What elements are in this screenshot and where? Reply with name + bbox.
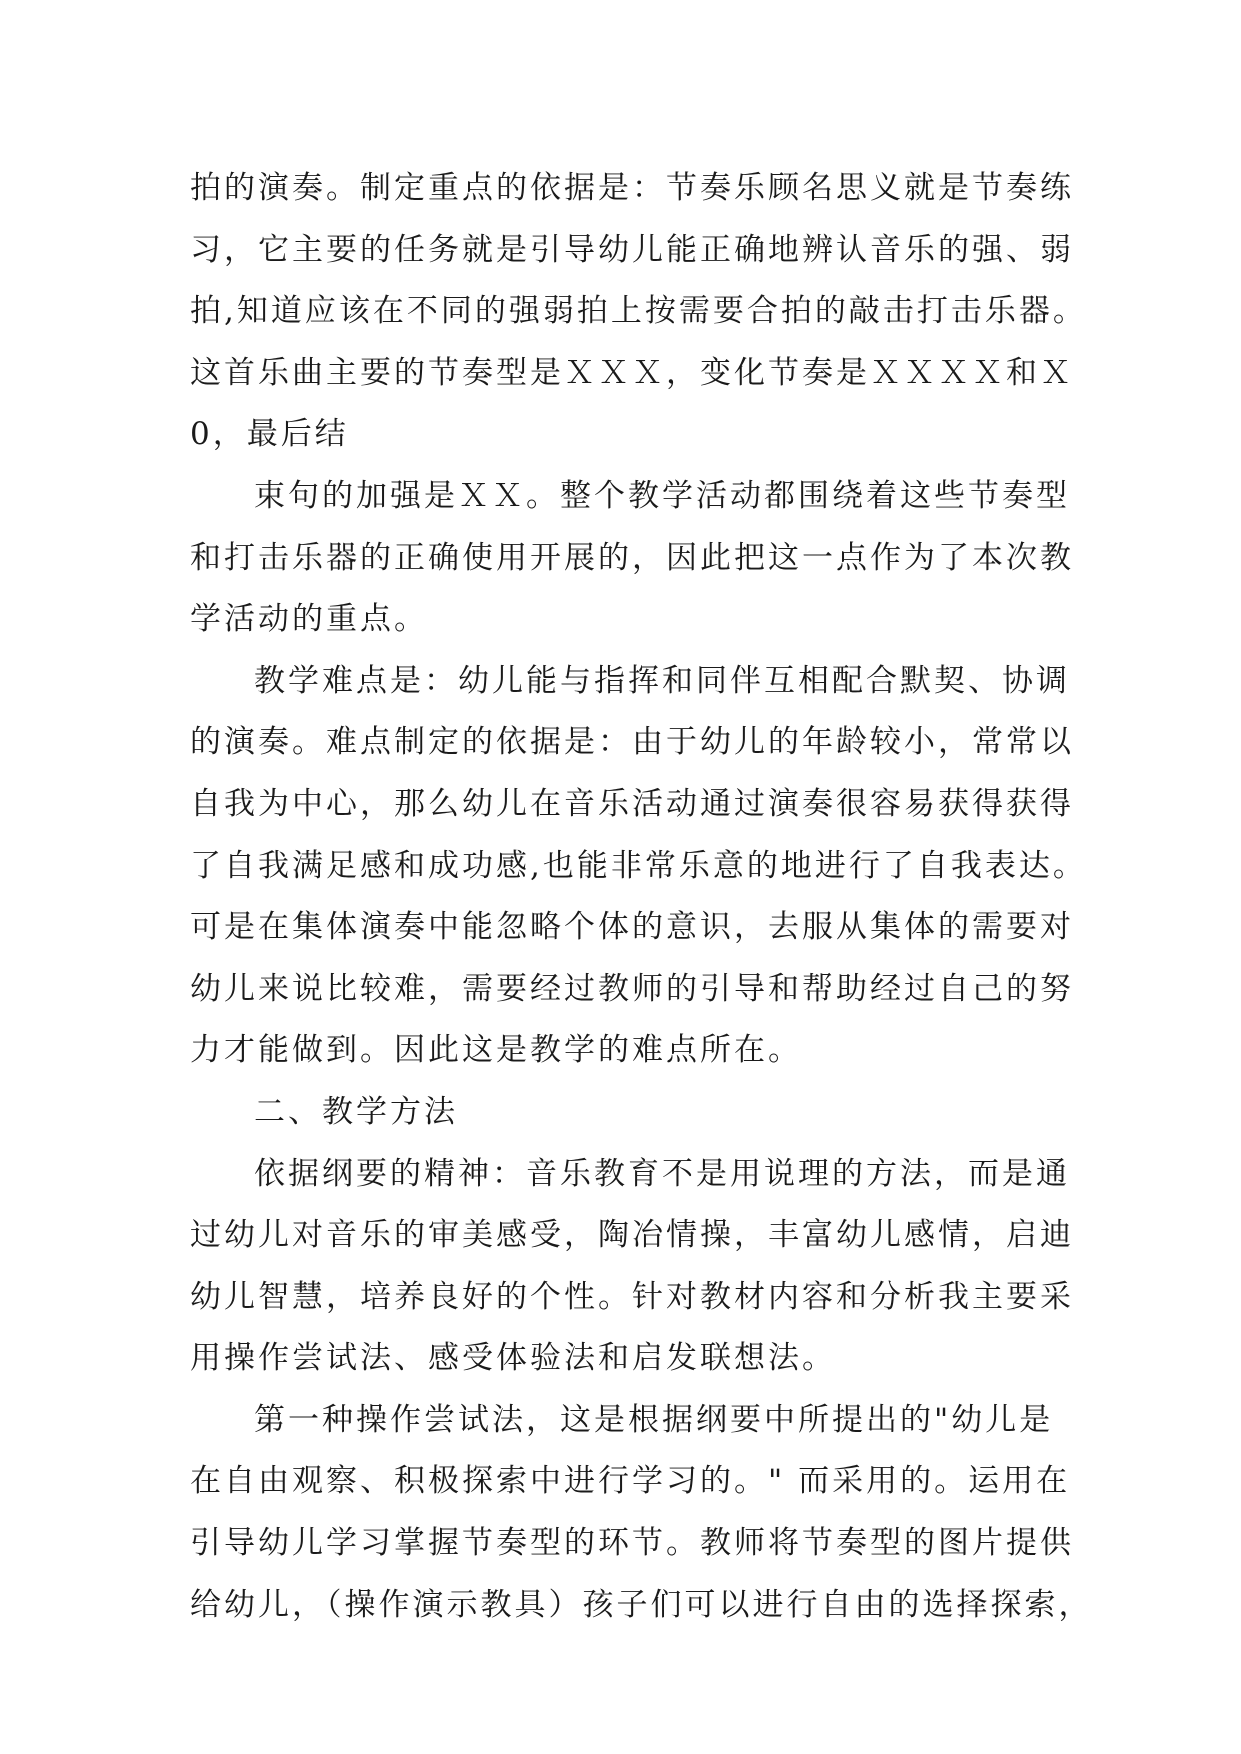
text-line: 第一种操作尝试法，这是根据纲要中所提出的"幼儿是 [254,1401,1054,1438]
text-line: 依据纲要的精神：音乐教育不是用说理的方法，而是通 [254,1155,1070,1192]
body-text [190,158,1093,1636]
text-line: 的演奏。难点制定的依据是：由于幼儿的年龄较小，常常以 [190,724,1074,761]
text-line: 幼儿智慧，培养良好的个性。针对教材内容和分析我主要采 [190,1278,1074,1315]
text-line: 可是在集体演奏中能忽略个体的意识，去服从集体的需要对 [190,909,1074,946]
text-line: 在自由观察、积极探索中进行学习的。" 而采用的。运用在 [190,1463,1071,1500]
text-line: 学活动的重点。 [190,601,428,638]
text-line: 用操作尝试法、感受体验法和启发联想法。 [190,1340,836,1377]
text-line: 了自我满足感和成功感,也能非常乐意的地进行了自我表达。 [190,847,1087,884]
text-line: 这首乐曲主要的节奏型是ＸＸＸ，变化节奏是ＸＸＸＸ和Ｘ [190,354,1074,391]
text-line: 拍,知道应该在不同的强弱拍上按需要合拍的敲击打击乐器。 [190,293,1087,330]
text-line: 拍的演奏。制定重点的依据是：节奏乐顾名思义就是节奏练 [190,170,1074,206]
text-line: 习，它主要的任务就是引导幼儿能正确地辨认音乐的强、弱 [190,231,1074,268]
text-line: 过幼儿对音乐的审美感受，陶冶情操，丰富幼儿感情，启迪 [190,1217,1074,1254]
text-line: 束句的加强是ＸＸ。整个教学活动都围绕着这些节奏型 [254,477,1070,514]
text-line: 给幼儿，（操作演示教具）孩子们可以进行自由的选择探索， [190,1586,1093,1623]
text-line: 力才能做到。因此这是教学的难点所在。 [190,1032,802,1069]
text-line: 自我为中心，那么幼儿在音乐活动通过演奏很容易获得获得 [190,785,1074,822]
text-line: 教学难点是：幼儿能与指挥和同伴互相配合默契、协调 [254,662,1070,699]
text-line: 和打击乐器的正确使用开展的，因此把这一点作为了本次教 [190,539,1074,576]
text-line: 引导幼儿学习掌握节奏型的环节。教师将节奏型的图片提供 [190,1525,1074,1562]
section-heading: 二、教学方法 [254,1093,458,1130]
text-line: 0，最后结 [190,416,349,453]
text-line: 幼儿来说比较难，需要经过教师的引导和帮助经过自己的努 [190,970,1074,1007]
